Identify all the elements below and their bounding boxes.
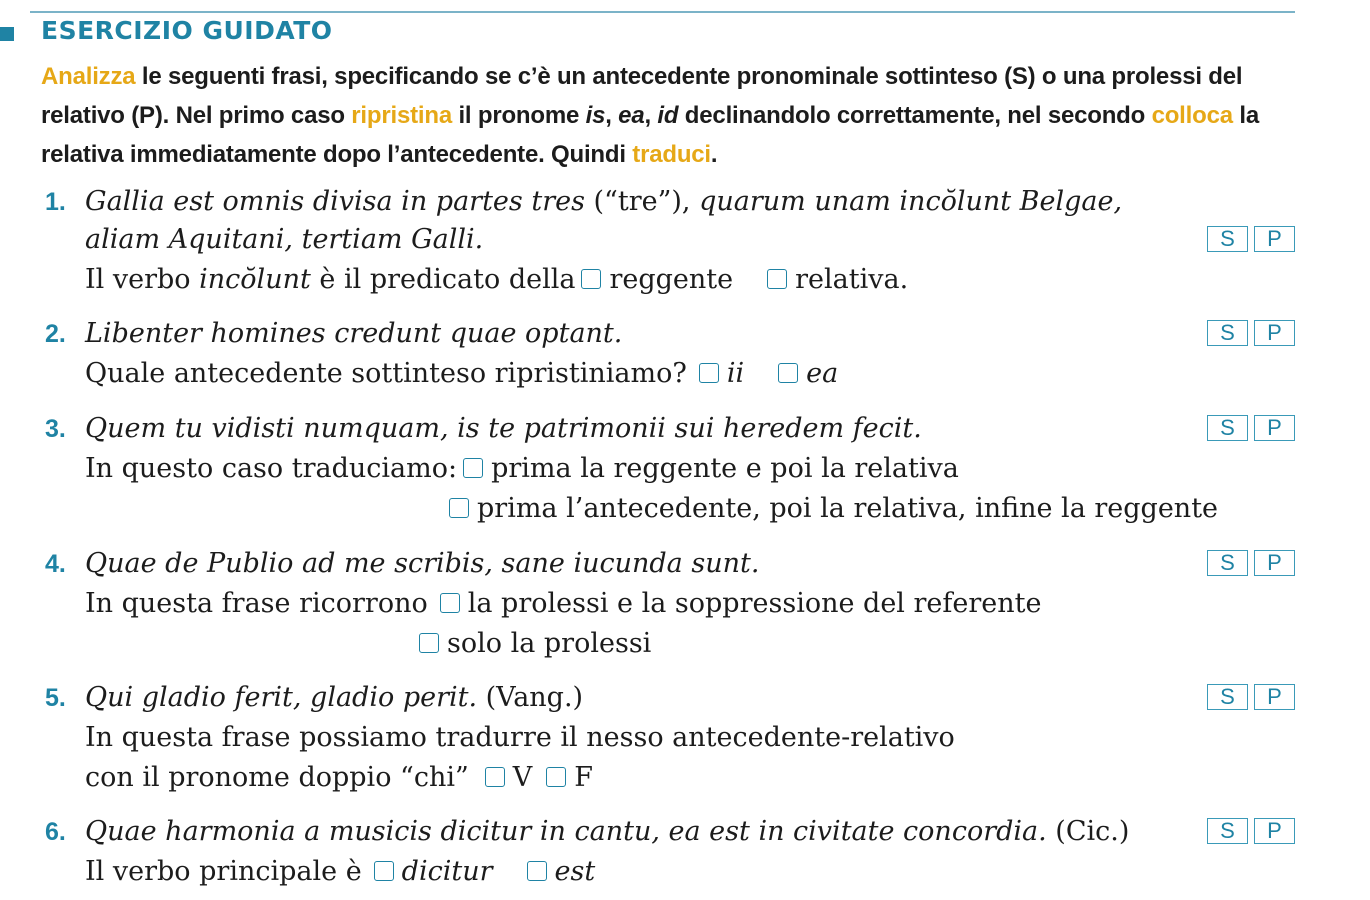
checkbox[interactable] <box>581 269 601 289</box>
option-label: dicitur <box>401 856 493 887</box>
question-text: Quale antecedente sottinteso ripristiniamo? <box>85 358 687 389</box>
instructions-text-2: il pronome <box>452 102 586 129</box>
p-box[interactable]: P <box>1254 818 1295 844</box>
p-box[interactable]: P <box>1254 226 1295 252</box>
item-6-question <box>85 856 595 888</box>
item-5-question-line1: In questa frase possiamo tradurre il nesso antecedente-relativo <box>85 722 955 753</box>
checkbox[interactable] <box>767 269 787 289</box>
question-text: In questo caso traduciamo: <box>85 453 458 484</box>
s-box[interactable]: S <box>1207 320 1248 346</box>
question-text: è il predicato della <box>310 264 576 295</box>
latin-text: Quae harmonia a musicis dicitur in cantu, ea est in civitate concordia. <box>85 816 1047 847</box>
item-2-sp-boxes <box>1207 320 1295 348</box>
option-label: la prolessi e la soppressione del referente <box>467 588 1042 619</box>
checkbox[interactable] <box>463 458 483 478</box>
item-4-question <box>85 588 1041 620</box>
pronoun-id: id <box>657 102 679 129</box>
item-number: 1. <box>45 188 66 216</box>
option-label: solo la prolessi <box>447 628 652 659</box>
exercise-title: ESERCIZIO GUIDATO <box>41 16 333 45</box>
checkbox[interactable] <box>485 767 505 787</box>
checkbox[interactable] <box>449 498 469 518</box>
s-box[interactable]: S <box>1207 226 1248 252</box>
item-number: 4. <box>45 550 66 578</box>
item-5-question-line2 <box>85 762 593 794</box>
p-box[interactable]: P <box>1254 320 1295 346</box>
item-number: 2. <box>45 320 66 348</box>
item-number: 3. <box>45 415 66 443</box>
period: . <box>710 141 718 168</box>
option-label: F <box>574 762 594 793</box>
item-number: 5. <box>45 684 66 712</box>
comma: , <box>644 102 658 129</box>
instructions-text-4: la relativa immediatamente dopo l’antecedente. Quindi <box>41 102 1259 168</box>
source: (Vang.) <box>477 682 584 713</box>
question-text: Il verbo principale è <box>85 856 362 887</box>
comma: , <box>605 102 619 129</box>
keyword-colloca: colloca <box>1151 102 1233 129</box>
item-6-sentence <box>85 816 1129 848</box>
checkbox[interactable] <box>546 767 566 787</box>
item-3-option-2 <box>443 493 1218 525</box>
item-3-sp-boxes <box>1207 415 1295 443</box>
p-box[interactable]: P <box>1254 684 1295 710</box>
checkbox[interactable] <box>527 861 547 881</box>
question-text: In questa frase ricorrono <box>85 588 428 619</box>
item-3-question <box>85 453 959 485</box>
item-4-sp-boxes <box>1207 550 1295 578</box>
verb: incŏlunt <box>199 264 311 295</box>
pronoun-is: is <box>585 102 606 129</box>
option-label: reggente <box>609 264 734 295</box>
s-box[interactable]: S <box>1207 550 1248 576</box>
option-label: ea <box>806 358 839 389</box>
item-2-question <box>85 358 838 390</box>
p-box[interactable]: P <box>1254 550 1295 576</box>
item-4-sentence: Quae de Publio ad me scribis, sane iucunda sunt. <box>85 548 760 579</box>
item-3-sentence: Quem tu vidisti numquam, is te patrimonii sui heredem fecit. <box>85 413 922 444</box>
item-6-sp-boxes <box>1207 818 1295 846</box>
item-5-sp-boxes <box>1207 684 1295 712</box>
checkbox[interactable] <box>699 363 719 383</box>
option-label: prima l’antecedente, poi la relativa, infine la reggente <box>477 493 1219 524</box>
keyword-analizza: Analizza <box>41 63 136 90</box>
latin-text: quarum unam incŏlunt Belgae, <box>699 186 1123 217</box>
instructions-text-1: le seguenti frasi, specificando se c’è un antecedente pronominale sottinteso (S) o una prolessi del relativo (P). Nel primo caso <box>41 63 1243 129</box>
latin-text: Qui gladio ferit, gladio perit. <box>85 682 478 713</box>
option-label: est <box>554 856 596 887</box>
s-box[interactable]: S <box>1207 818 1248 844</box>
keyword-traduci: traduci <box>632 141 711 168</box>
item-1-sentence-line2: aliam Aquitani, tertiam Galli. <box>85 224 484 255</box>
s-box[interactable]: S <box>1207 415 1248 441</box>
option-label: V <box>512 762 533 793</box>
item-5-sentence <box>85 682 583 714</box>
keyword-ripristina: ripristina <box>351 102 452 129</box>
pronoun-ea: ea <box>618 102 645 129</box>
instructions <box>41 57 1311 174</box>
checkbox[interactable] <box>419 633 439 653</box>
section-marker-square <box>0 27 14 41</box>
checkbox[interactable] <box>778 363 798 383</box>
item-1-sp-boxes <box>1207 226 1295 254</box>
item-1-sentence-line1 <box>85 186 1122 218</box>
s-box[interactable]: S <box>1207 684 1248 710</box>
latin-text: Gallia est omnis divisa in partes tres <box>85 186 585 217</box>
checkbox[interactable] <box>440 593 460 613</box>
option-label: prima la reggente e poi la relativa <box>491 453 959 484</box>
item-1-question <box>85 264 908 296</box>
gloss: (“tre”), <box>584 186 700 217</box>
instructions-text-3: declinandolo correttamente, nel secondo <box>678 102 1152 129</box>
top-rule <box>30 11 1295 13</box>
item-4-option-2 <box>413 628 651 660</box>
source: (Cic.) <box>1046 816 1130 847</box>
checkbox[interactable] <box>374 861 394 881</box>
p-box[interactable]: P <box>1254 415 1295 441</box>
option-label: relativa. <box>795 264 909 295</box>
question-text: Il verbo <box>85 264 200 295</box>
item-number: 6. <box>45 818 66 846</box>
option-label: ii <box>726 358 745 389</box>
item-2-sentence: Libenter homines credunt quae optant. <box>85 318 623 349</box>
question-text: con il pronome doppio “chi” <box>85 762 469 793</box>
